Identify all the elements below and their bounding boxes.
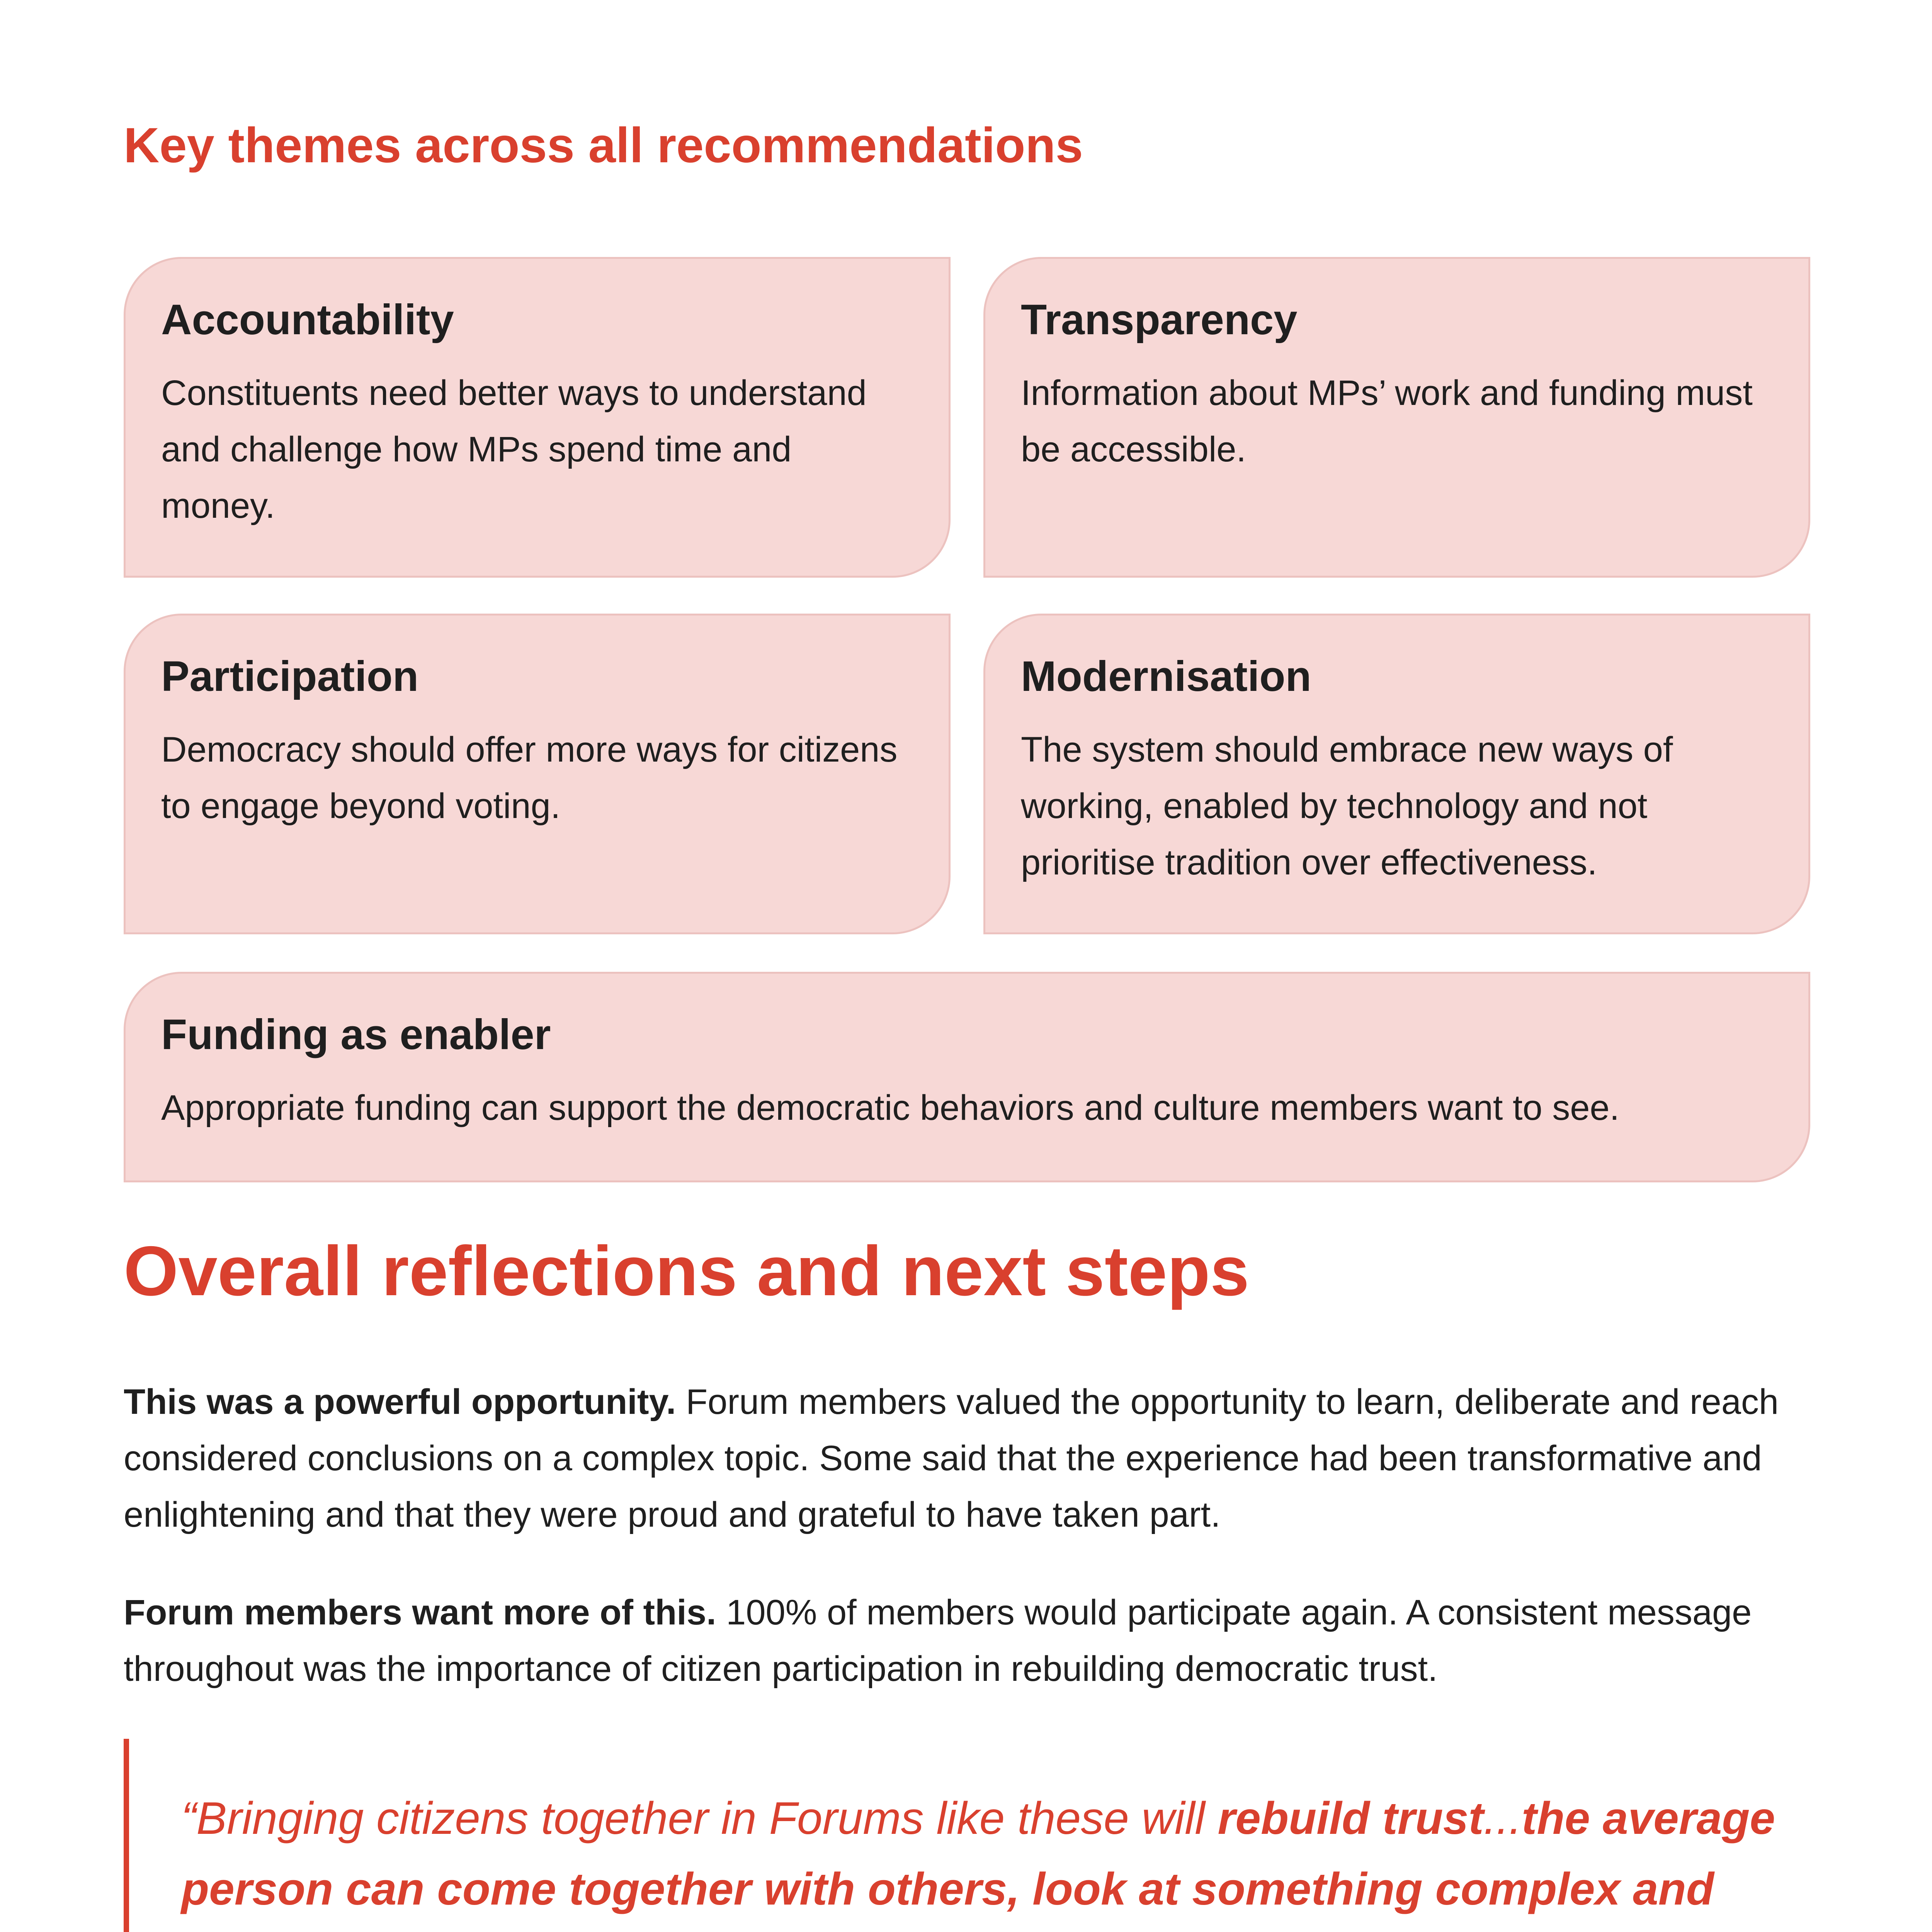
reflections-heading: Overall reflections and next steps [124,1231,1250,1310]
theme-card-transparency [983,257,1810,578]
theme-card-participation [124,614,951,934]
quote-emphasis: rebuild trust [1218,1793,1484,1844]
theme-card-text: The system should embrace new ways of working, enabled by technology and not prioritise tradition over effectiveness. [1021,730,1673,882]
theme-card-funding-as-enabler [124,972,1810,1182]
theme-card-accountability [124,257,951,578]
pull-quote [124,1739,1824,1932]
paragraph-lead: Forum members want more of this. [124,1593,716,1632]
theme-card-title: Transparency [1021,296,1298,344]
pull-quote-text [181,1783,1843,1932]
paragraph-text: Forum members valued the opportunity to learn, deliberate and reach considered conclusions on a complex topic. Some said that the experience had been transformative and enlightening and that they were proud and grateful to have taken part. [124,1382,1779,1534]
quote-segment: “Bringing citizens together in Forums like these will [181,1793,1218,1844]
theme-card-title: Participation [161,653,419,700]
key-themes-heading: Key themes across all recommendations [124,118,1083,173]
theme-card-text: Constituents need better ways to understand and challenge how MPs spend time and money. [161,373,867,526]
reflection-paragraph [124,1584,1824,1697]
theme-card-modernisation [983,614,1810,934]
theme-card-text: Appropriate funding can support the democratic behaviors and culture members want to see. [161,1088,1620,1128]
paragraph-text: 100% of members would participate again. A consistent message throughout was the importance of citizen participation in rebuilding democratic trust. [124,1593,1752,1689]
quote-emphasis: the average person can come together with others, look at something complex and [181,1793,1775,1915]
theme-card-title: Modernisation [1021,653,1311,700]
theme-card-title: Accountability [161,296,454,344]
theme-card-title: Funding as enabler [161,1011,551,1058]
reflection-paragraph [124,1374,1824,1543]
theme-card-text: Democracy should offer more ways for citizens to engage beyond voting. [161,730,898,826]
theme-card-text: Information about MPs’ work and funding must be accessible. [1021,373,1753,469]
quote-segment: ... [1483,1793,1522,1844]
paragraph-lead: This was a powerful opportunity. [124,1382,676,1422]
